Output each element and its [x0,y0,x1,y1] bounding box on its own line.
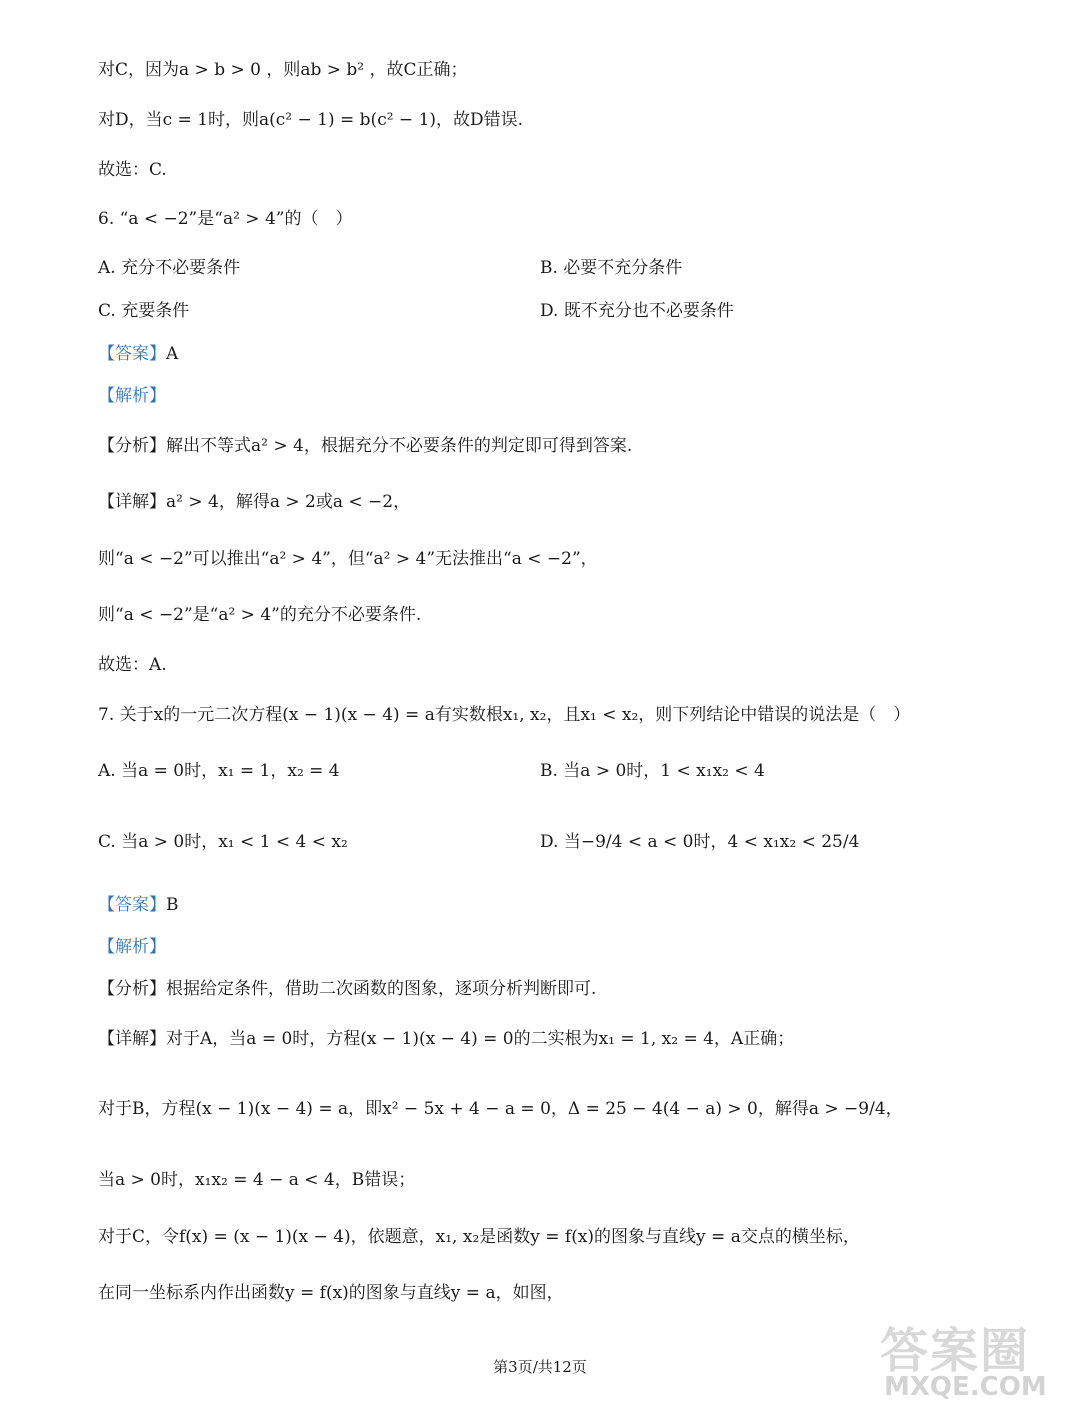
page-footer: 第3页/共12页 [493,1358,587,1376]
q7-jiexi-tag: 【解析】 [98,937,166,957]
line-c-correct: 对C，因为a > b > 0 ，则ab > b² ，故C正确； [98,60,468,80]
line-choose-c: 故选：C. [98,160,167,180]
q7-option-d: D. 当−9/4 < a < 0时，4 < x₁x₂ < 25/4 [540,832,860,852]
q6-detail-3: 则“a < −2”是“a² > 4”的充分不必要条件. [98,605,422,625]
q7-option-c: C. 当a > 0时，x₁ < 1 < 4 < x₂ [98,832,348,852]
answer-value: A [166,344,179,364]
q7-detail-1: 【详解】对于A，当a = 0时，方程(x − 1)(x − 4) = 0的二实根为x₁ = 1, x₂ = 4，A正确； [98,1029,795,1049]
q6-option-a: A. 充分不必要条件 [98,258,241,278]
q7-detail-3: 当a > 0时，x₁x₂ = 4 − a < 4，B错误； [98,1170,416,1190]
q6-option-d: D. 既不充分也不必要条件 [540,301,734,321]
watermark-text: 答案圈 [880,1323,1031,1379]
line-d-wrong: 对D，当c = 1时，则a(c² − 1) = b(c² − 1)，故D错误. [98,110,524,130]
question-6-stem: 6. “a < −2”是“a² > 4”的（ ） [98,209,353,229]
q6-jiexi-tag: 【解析】 [98,386,166,406]
q6-analysis: 【分析】解出不等式a² > 4，根据充分不必要条件的判定即可得到答案. [98,436,633,456]
q7-answer [98,893,179,917]
q6-detail-2: 则“a < −2”可以推出“a² > 4”，但“a² > 4”无法推出“a < −2”， [98,549,598,569]
q6-option-b: B. 必要不充分条件 [540,258,683,278]
q6-detail-1: 【详解】a² > 4，解得a > 2或a < −2， [98,492,411,512]
q7-analysis: 【分析】根据给定条件，借助二次函数的图象，逐项分析判断即可. [98,979,597,999]
watermark-url: MXQE.COM [884,1372,1047,1402]
question-7-stem: 7. 关于x的一元二次方程(x − 1)(x − 4) = a有实数根x₁, x₂，且x₁ < x₂，则下列结论中错误的说法是（ ） [98,705,911,725]
q6-option-c: C. 充要条件 [98,301,190,321]
answer-tag: 【答案】 [98,344,166,364]
answer-value: B [166,895,179,915]
q7-option-b: B. 当a > 0时，1 < x₁x₂ < 4 [540,761,765,781]
q7-detail-2: 对于B，方程(x − 1)(x − 4) = a，即x² − 5x + 4 − a = 0，Δ = 25 − 4(4 − a) > 0，解得a > −9/4， [98,1099,903,1119]
q7-option-a: A. 当a = 0时，x₁ = 1，x₂ = 4 [98,761,340,781]
q6-detail-4: 故选：A. [98,655,167,675]
q7-detail-4: 对于C，令f(x) = (x − 1)(x − 4)，依题意，x₁, x₂是函数y = f(x)的图象与直线y = a交点的横坐标， [98,1227,860,1247]
q7-detail-5: 在同一坐标系内作出函数y = f(x)的图象与直线y = a，如图， [98,1283,564,1303]
q6-answer [98,342,178,366]
answer-tag: 【答案】 [98,895,166,915]
